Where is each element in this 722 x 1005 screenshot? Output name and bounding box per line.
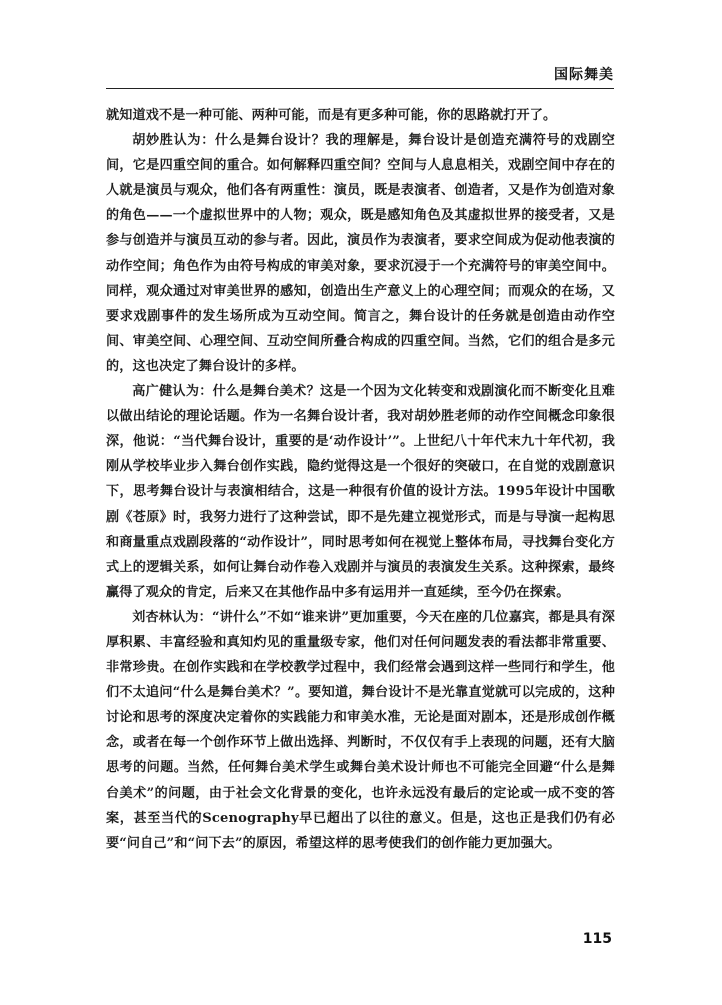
section-title: 国际舞美 xyxy=(554,67,614,83)
paragraph-continuation: 就知道戏不是一种可能、两种可能，而是有更多种可能，你的思路就打开了。 xyxy=(106,108,557,123)
page-header xyxy=(106,64,614,89)
paragraph-gao-guangjian: 高广健认为：什么是舞台美术？这是一个因为文化转变和戏剧演化而不断变化且难以做出结论的理论话题。作为一名舞台设计者，我对胡妙胜老师的动作空间概念印象很深，他说：“当代舞台设计，重要的是‘动作设计’”。上世纪八十年代末九十年代初，我刚从学校毕业步入舞台创作实践，隐约觉得这是一个很好的突破口，在自觉的戏剧意识下，思考舞台设计与表演相结合，这是一种很有价值的设计方法。1995年设计中国歌剧《苍原》时，我努力进行了这种尝试，即不是先建立视觉形式，而是与导演一起构思和商量重点戏剧段落的“动作设计”，同时思考如何在视觉上整体布局，寻找舞台变化方式上的逻辑关系，如何让舞台动作卷入戏剧并与演员的表演发生关系。这种探索，最终赢得了观众的肯定，后来又在其他作品中多有运用并一直延续，至今仍在探索。 xyxy=(106,384,615,600)
paragraph-hu-miaosheng: 胡妙胜认为：什么是舞台设计？我的理解是，舞台设计是创造充满符号的戏剧空间，它是四重空间的重合。如何解释四重空间？空间与人息息相关，戏剧空间中存在的人就是演员与观众，他们各有两重性：演员，既是表演者、创造者，又是作为创造对象的角色——一个虚拟世界中的人物；观众，既是感知角色及其虚拟世界的接受者，又是参与创造并与演员互动的参与者。因此，演员作为表演者，要求空间成为促动他表演的动作空间；角色作为由符号构成的审美对象，要求沉浸于一个充满符号的审美空间中。同样，观众通过对审美世界的感知，创造出生产意义上的心理空间；而观众的在场，又要求戏剧事件的发生场所成为互动空间。简言之，舞台设计的任务就是创造由动作空间、审美空间、心理空间、互动空间所叠合构成的四重空间。当然，它们的组合是多元的，这也决定了舞台设计的多样。 xyxy=(106,133,615,374)
page-number: 115 xyxy=(582,931,612,947)
paragraph-liu-xinglin: 刘杏林认为：“讲什么”不如“谁来讲”更加重要，今天在座的几位嘉宾，都是具有深厚积累、丰富经验和真知灼见的重量级专家，他们对任何问题发表的看法都非常重要、非常珍贵。在创作实践和在学校教学过程中，我们经常会遇到这样一些同行和学生，他们不太追问“什么是舞台美术？”。要知道，舞台设计不是光靠直觉就可以完成的，这种讨论和思考的深度决定着你的实践能力和审美水准，无论是面对剧本，还是形成创作概念，或者在每一个创作环节上做出选择、判断时，不仅仅有手上表现的问题，还有大脑思考的问题。当然，任何舞台美术学生或舞台美术设计师也不可能完全回避“什么是舞台美术”的问题，由于社会文化背景的变化，也许永远没有最后的定论或一成不变的答案，甚至当代的Scenography早已超出了以往的意义。但是，这也正是我们仍有必要“问自己”和“问下去”的原因，希望这样的思考使我们的创作能力更加强大。 xyxy=(106,609,615,851)
article-body xyxy=(106,103,615,856)
